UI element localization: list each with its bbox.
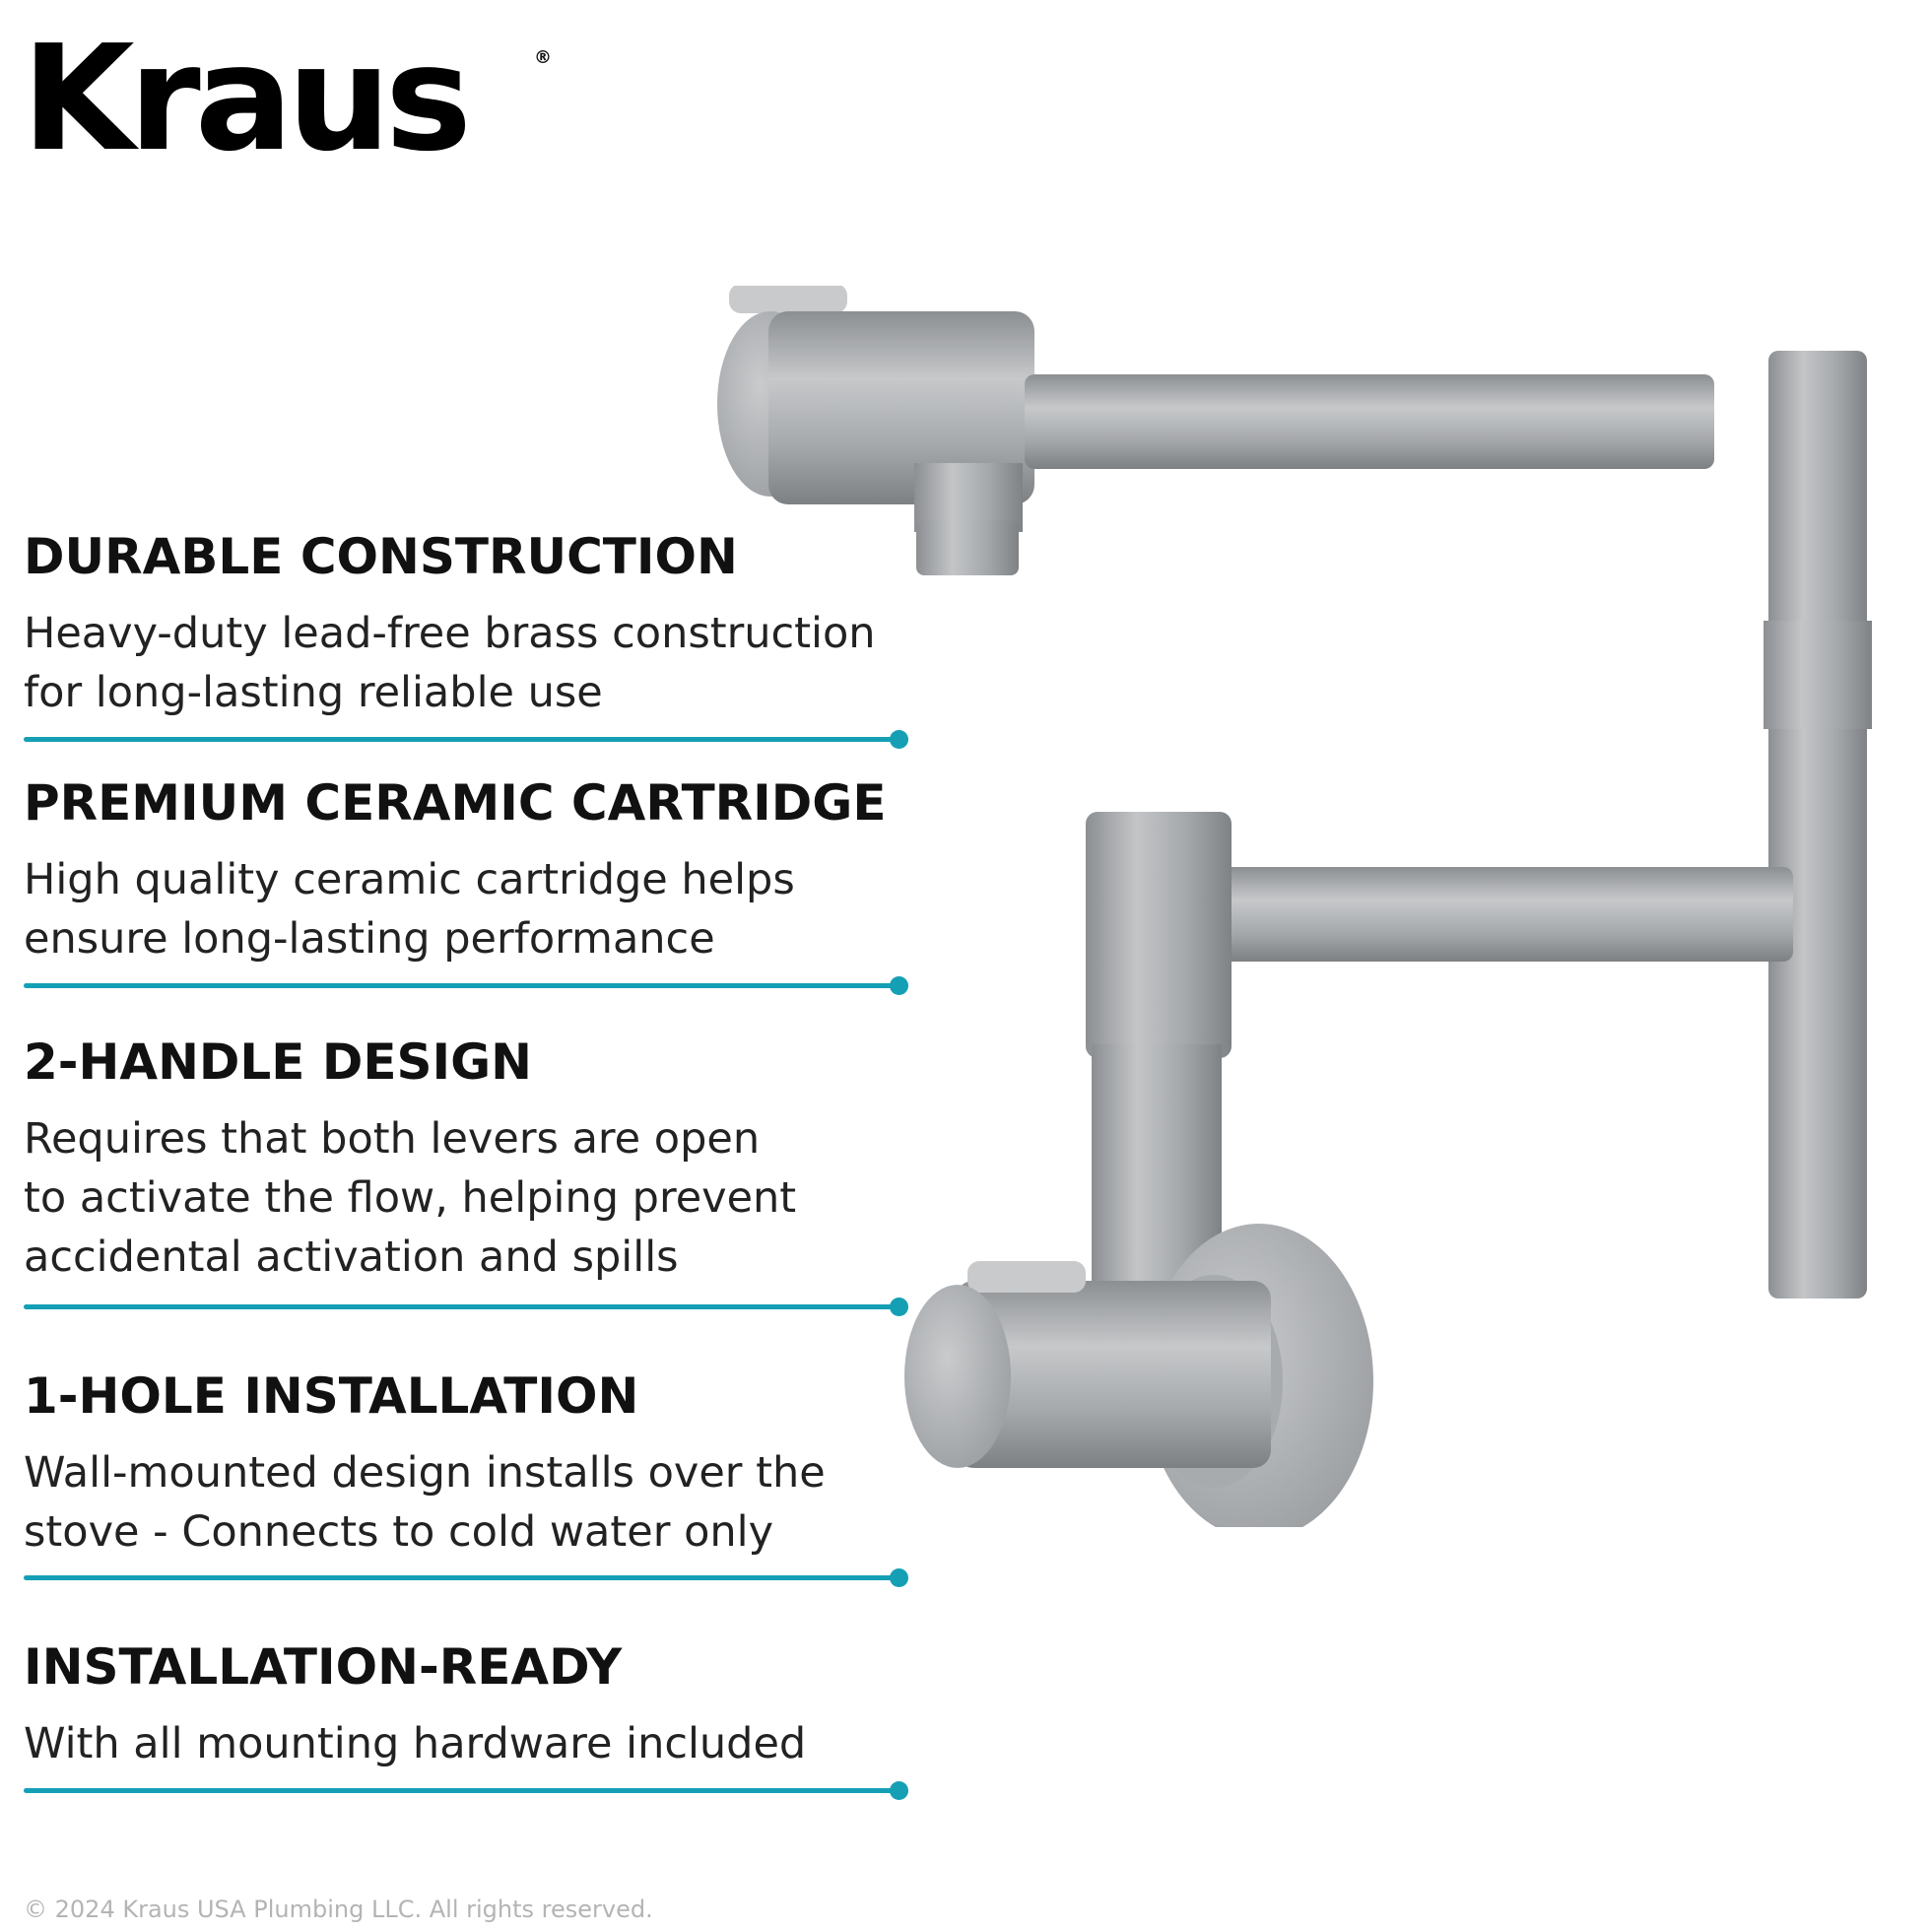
swing-joint-collar [1764, 621, 1872, 729]
feature-title: 1-HOLE INSTALLATION [24, 1367, 639, 1425]
feature-description: Requires that both levers are open to activate the flow, helping prevent accidental activation and spills [24, 1114, 797, 1282]
pot-filler-faucet-image [709, 286, 1931, 1527]
divider-dot [890, 1781, 908, 1800]
registered-mark: ® [534, 47, 552, 68]
lower-elbow [1086, 812, 1232, 1058]
lower-arm [1212, 867, 1793, 962]
copyright-notice: © 2024 Kraus USA Plumbing LLC. All rights reserved. [24, 1896, 653, 1923]
feature-title: INSTALLATION-READY [24, 1638, 623, 1696]
divider-dot [890, 1568, 908, 1587]
feature-description: Heavy-duty lead-free brass construction for long-lasting reliable use [24, 609, 876, 717]
spout-aerator [916, 520, 1019, 575]
kraus-logo [22, 14, 552, 183]
bottom-lever-cap [904, 1285, 1011, 1468]
feature-title: 2-HANDLE DESIGN [24, 1033, 533, 1091]
feature-divider [24, 1788, 899, 1793]
swing-joint [1768, 351, 1867, 1299]
feature-title: DURABLE CONSTRUCTION [24, 528, 738, 585]
feature-description: With all mounting hardware included [24, 1719, 807, 1768]
feature-title: PREMIUM CERAMIC CARTRIDGE [24, 774, 887, 832]
top-lever-handle [729, 286, 847, 313]
bottom-lever-handle [967, 1261, 1086, 1293]
feature-description: Wall-mounted design installs over the stove - Connects to cold water only [24, 1448, 826, 1557]
logo-wordmark: Kraus [22, 14, 466, 183]
upper-arm [1025, 374, 1714, 469]
feature-description: High quality ceramic cartridge helps ensure long-lasting performance [24, 855, 795, 964]
feature-divider [24, 1575, 899, 1580]
feature-installation-ready [24, 1637, 910, 1773]
